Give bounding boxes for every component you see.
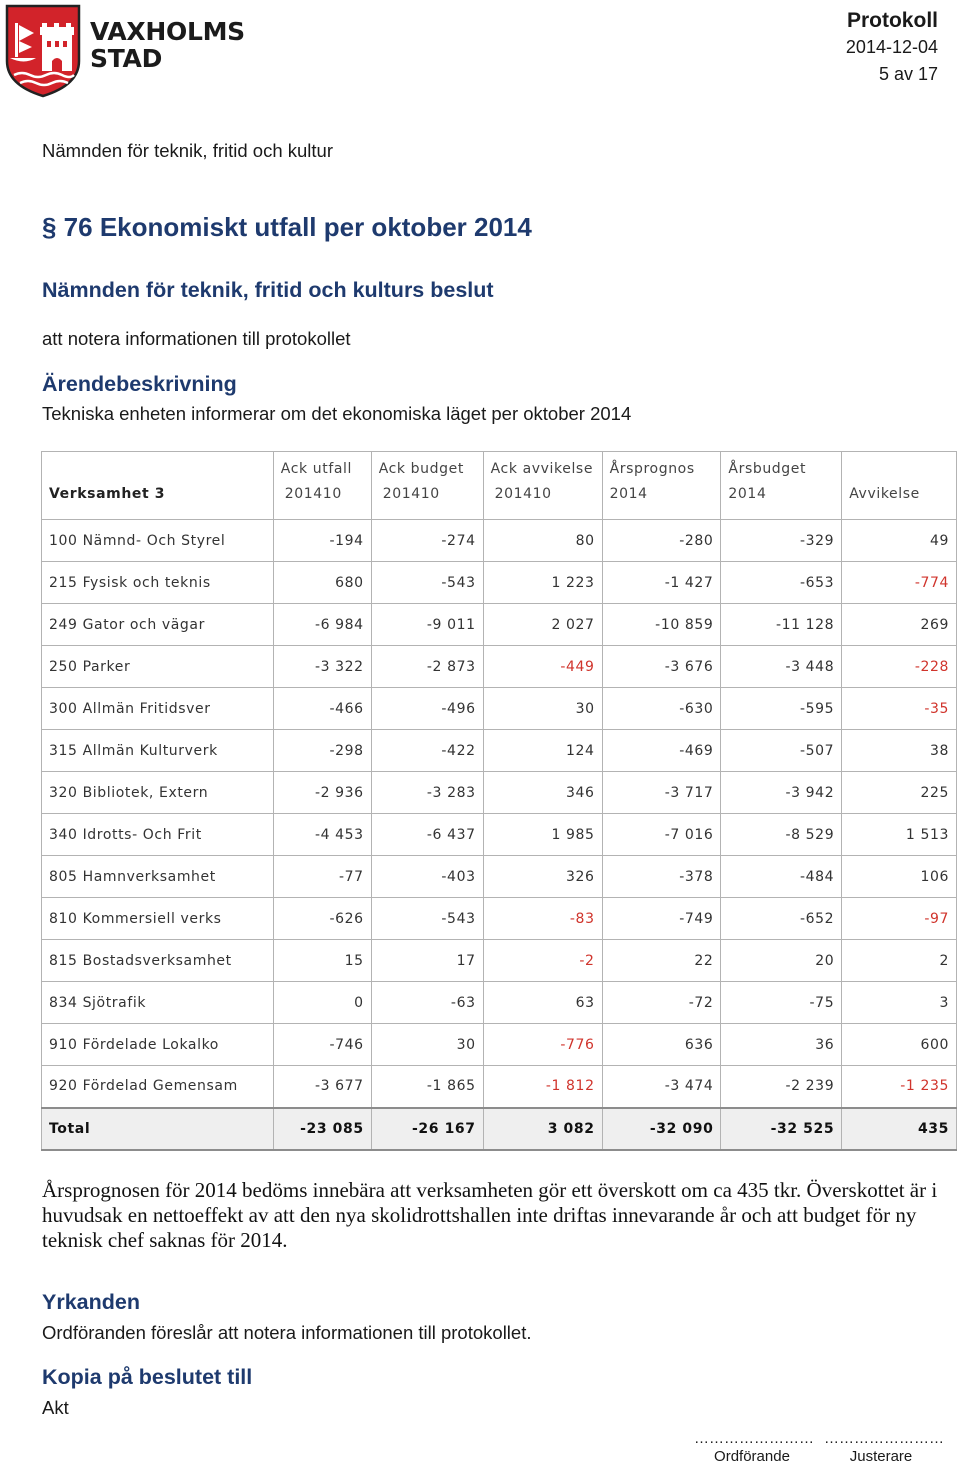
table-row	[42, 562, 957, 604]
table-row	[42, 1024, 957, 1066]
value-cell: -746	[273, 1024, 371, 1066]
row-label-cell: 340 Idrotts- Och Frit	[42, 814, 274, 856]
value-cell: -3 448	[721, 646, 842, 688]
table-row	[42, 688, 957, 730]
row-label-cell: 300 Allmän Fritidsver	[42, 688, 274, 730]
value-cell: -228	[842, 646, 957, 688]
value-cell: -32 525	[721, 1108, 842, 1150]
value-cell: 36	[721, 1024, 842, 1066]
column-header	[483, 452, 602, 520]
value-cell: -63	[371, 982, 483, 1024]
column-header-line2: Avvikelse	[849, 486, 920, 502]
logo-text-line2: STAD	[90, 44, 163, 73]
value-cell: 1 513	[842, 814, 957, 856]
value-cell: 680	[273, 562, 371, 604]
value-cell: -3 676	[602, 646, 721, 688]
value-cell: -422	[371, 730, 483, 772]
table-row	[42, 646, 957, 688]
value-cell: -6 984	[273, 604, 371, 646]
value-cell: 636	[602, 1024, 721, 1066]
value-cell: -10 859	[602, 604, 721, 646]
value-cell: 30	[483, 688, 602, 730]
value-cell: 80	[483, 520, 602, 562]
column-header	[42, 452, 274, 520]
table-row	[42, 730, 957, 772]
page-number: 5 av 17	[878, 64, 938, 84]
value-cell: -3 283	[371, 772, 483, 814]
value-cell: 38	[842, 730, 957, 772]
column-header-line2: 2014	[728, 486, 767, 502]
value-cell: -3 474	[602, 1066, 721, 1108]
value-cell: -403	[371, 856, 483, 898]
value-cell: -774	[842, 562, 957, 604]
signature-adjuster	[824, 1430, 944, 1465]
value-cell: -23 085	[273, 1108, 371, 1150]
column-header-line2: 201410	[382, 486, 440, 502]
copy-heading: Kopia på beslutet till	[42, 1365, 253, 1389]
column-header	[273, 452, 371, 520]
column-header-line1: Ack avvikelse	[490, 461, 594, 477]
value-cell: -2 873	[371, 646, 483, 688]
value-cell: -26 167	[371, 1108, 483, 1150]
value-cell: -469	[602, 730, 721, 772]
value-cell: 2 027	[483, 604, 602, 646]
value-cell: -496	[371, 688, 483, 730]
row-label-cell: 920 Fördelad Gemensam	[42, 1066, 274, 1108]
decision-text: att notera informationen till protokollet	[42, 328, 351, 349]
signature-line: ……………………	[694, 1430, 814, 1447]
value-cell: -11 128	[721, 604, 842, 646]
financial-outcome-table	[41, 451, 957, 1151]
value-cell: 2	[842, 940, 957, 982]
value-cell: -3 717	[602, 772, 721, 814]
column-header-line2: 2014	[609, 486, 648, 502]
value-cell: 0	[273, 982, 371, 1024]
value-cell: -3 322	[273, 646, 371, 688]
value-cell: -83	[483, 898, 602, 940]
description-text: Tekniska enheten informerar om det ekonomiska läget per oktober 2014	[42, 403, 632, 424]
value-cell: 22	[602, 940, 721, 982]
column-header-line1: Årsprognos	[609, 461, 695, 477]
value-cell: -280	[602, 520, 721, 562]
column-header-line1	[849, 457, 949, 482]
table-body	[42, 520, 957, 1150]
table-row	[42, 772, 957, 814]
value-cell: -1 427	[602, 562, 721, 604]
logo-text-line1: VAXHOLMS	[90, 17, 245, 46]
value-cell: 3 082	[483, 1108, 602, 1150]
value-cell: 346	[483, 772, 602, 814]
column-header	[721, 452, 842, 520]
value-cell: 435	[842, 1108, 957, 1150]
column-header	[602, 452, 721, 520]
value-cell: -626	[273, 898, 371, 940]
value-cell: -2 239	[721, 1066, 842, 1108]
value-cell: -298	[273, 730, 371, 772]
column-header-line1	[49, 457, 266, 482]
column-header-line1: Ack budget	[378, 461, 464, 477]
value-cell: 600	[842, 1024, 957, 1066]
section-title: § 76 Ekonomiskt utfall per oktober 2014	[42, 212, 532, 242]
value-cell: -1 865	[371, 1066, 483, 1108]
value-cell: 30	[371, 1024, 483, 1066]
row-label-cell: 810 Kommersiell verks	[42, 898, 274, 940]
value-cell: -543	[371, 562, 483, 604]
value-cell: -274	[371, 520, 483, 562]
value-cell: -449	[483, 646, 602, 688]
row-label-cell: Total	[42, 1108, 274, 1150]
row-label-cell: 805 Hamnverksamhet	[42, 856, 274, 898]
vaxholm-coat-of-arms-logo	[4, 3, 82, 98]
table-row	[42, 814, 957, 856]
value-cell: -543	[371, 898, 483, 940]
table-row	[42, 898, 957, 940]
value-cell: -35	[842, 688, 957, 730]
value-cell: -378	[602, 856, 721, 898]
motion-heading: Yrkanden	[42, 1290, 140, 1314]
motion-text: Ordföranden föreslår att notera informationen till protokollet.	[42, 1322, 532, 1343]
value-cell: 1 985	[483, 814, 602, 856]
value-cell: 3	[842, 982, 957, 1024]
value-cell: 124	[483, 730, 602, 772]
value-cell: -8 529	[721, 814, 842, 856]
row-label-cell: 815 Bostadsverksamhet	[42, 940, 274, 982]
row-label-cell: 315 Allmän Kulturverk	[42, 730, 274, 772]
column-header-line1: Ack utfall	[280, 461, 353, 477]
row-label-cell: 215 Fysisk och teknis	[42, 562, 274, 604]
document-header-info	[846, 8, 938, 88]
value-cell: -1 235	[842, 1066, 957, 1108]
value-cell: -75	[721, 982, 842, 1024]
value-cell: 1 223	[483, 562, 602, 604]
row-label-cell: 834 Sjötrafik	[42, 982, 274, 1024]
municipality-name	[90, 18, 245, 72]
value-cell: 15	[273, 940, 371, 982]
value-cell: 20	[721, 940, 842, 982]
signature-chair	[694, 1430, 814, 1465]
table-row	[42, 1066, 957, 1108]
value-cell: -7 016	[602, 814, 721, 856]
row-label-cell: 320 Bibliotek, Extern	[42, 772, 274, 814]
column-header-line2: 201410	[494, 486, 552, 502]
column-header-line2: 201410	[284, 486, 342, 502]
column-header	[371, 452, 483, 520]
signature-adjuster-label: Justerare	[849, 1448, 913, 1465]
row-label-cell: 249 Gator och vägar	[42, 604, 274, 646]
table-row	[42, 856, 957, 898]
table-total-row	[42, 1108, 957, 1150]
value-cell: -3 677	[273, 1066, 371, 1108]
copy-recipient: Akt	[42, 1397, 69, 1418]
value-cell: -749	[602, 898, 721, 940]
value-cell: -595	[721, 688, 842, 730]
row-label-cell: 250 Parker	[42, 646, 274, 688]
value-cell: -776	[483, 1024, 602, 1066]
row-label-cell: 910 Fördelade Lokalko	[42, 1024, 274, 1066]
value-cell: -9 011	[371, 604, 483, 646]
value-cell: -4 453	[273, 814, 371, 856]
value-cell: 17	[371, 940, 483, 982]
value-cell: -2	[483, 940, 602, 982]
value-cell: -630	[602, 688, 721, 730]
value-cell: -2 936	[273, 772, 371, 814]
table-header-row	[42, 452, 957, 520]
committee-name: Nämnden för teknik, fritid och kultur	[42, 140, 333, 161]
value-cell: 269	[842, 604, 957, 646]
table-row	[42, 940, 957, 982]
value-cell: -329	[721, 520, 842, 562]
value-cell: 326	[483, 856, 602, 898]
signature-line: ……………………	[824, 1430, 944, 1447]
table-row	[42, 604, 957, 646]
value-cell: 49	[842, 520, 957, 562]
value-cell: -194	[273, 520, 371, 562]
signature-chair-label: Ordförande	[714, 1448, 790, 1465]
value-cell: -72	[602, 982, 721, 1024]
value-cell: -507	[721, 730, 842, 772]
table-row	[42, 982, 957, 1024]
document-date: 2014-12-04	[845, 37, 938, 57]
value-cell: -1 812	[483, 1066, 602, 1108]
value-cell: -652	[721, 898, 842, 940]
value-cell: -484	[721, 856, 842, 898]
column-header-line2: Verksamhet 3	[49, 486, 166, 502]
value-cell: -32 090	[602, 1108, 721, 1150]
table-row	[42, 520, 957, 562]
value-cell: -653	[721, 562, 842, 604]
value-cell: -97	[842, 898, 957, 940]
value-cell: 106	[842, 856, 957, 898]
value-cell: 63	[483, 982, 602, 1024]
document-type: Protokoll	[846, 9, 938, 32]
row-label-cell: 100 Nämnd- Och Styrel	[42, 520, 274, 562]
column-header	[842, 452, 957, 520]
forecast-summary: Årsprognosen för 2014 bedöms innebära att verksamheten gör ett överskott om ca 435 tkr. Överskottet är i huvudsak en nettoeffekt av att den nya skolidrottshallen inte driftas innevarande år och att budget för ny teknisk chef saknas för 2014.	[42, 1178, 938, 1252]
value-cell: -3 942	[721, 772, 842, 814]
description-heading: Ärendebeskrivning	[42, 372, 237, 396]
value-cell: -466	[273, 688, 371, 730]
value-cell: 225	[842, 772, 957, 814]
decision-heading: Nämnden för teknik, fritid och kulturs beslut	[42, 278, 494, 302]
column-header-line1: Årsbudget	[728, 461, 807, 477]
value-cell: -6 437	[371, 814, 483, 856]
value-cell: -77	[273, 856, 371, 898]
